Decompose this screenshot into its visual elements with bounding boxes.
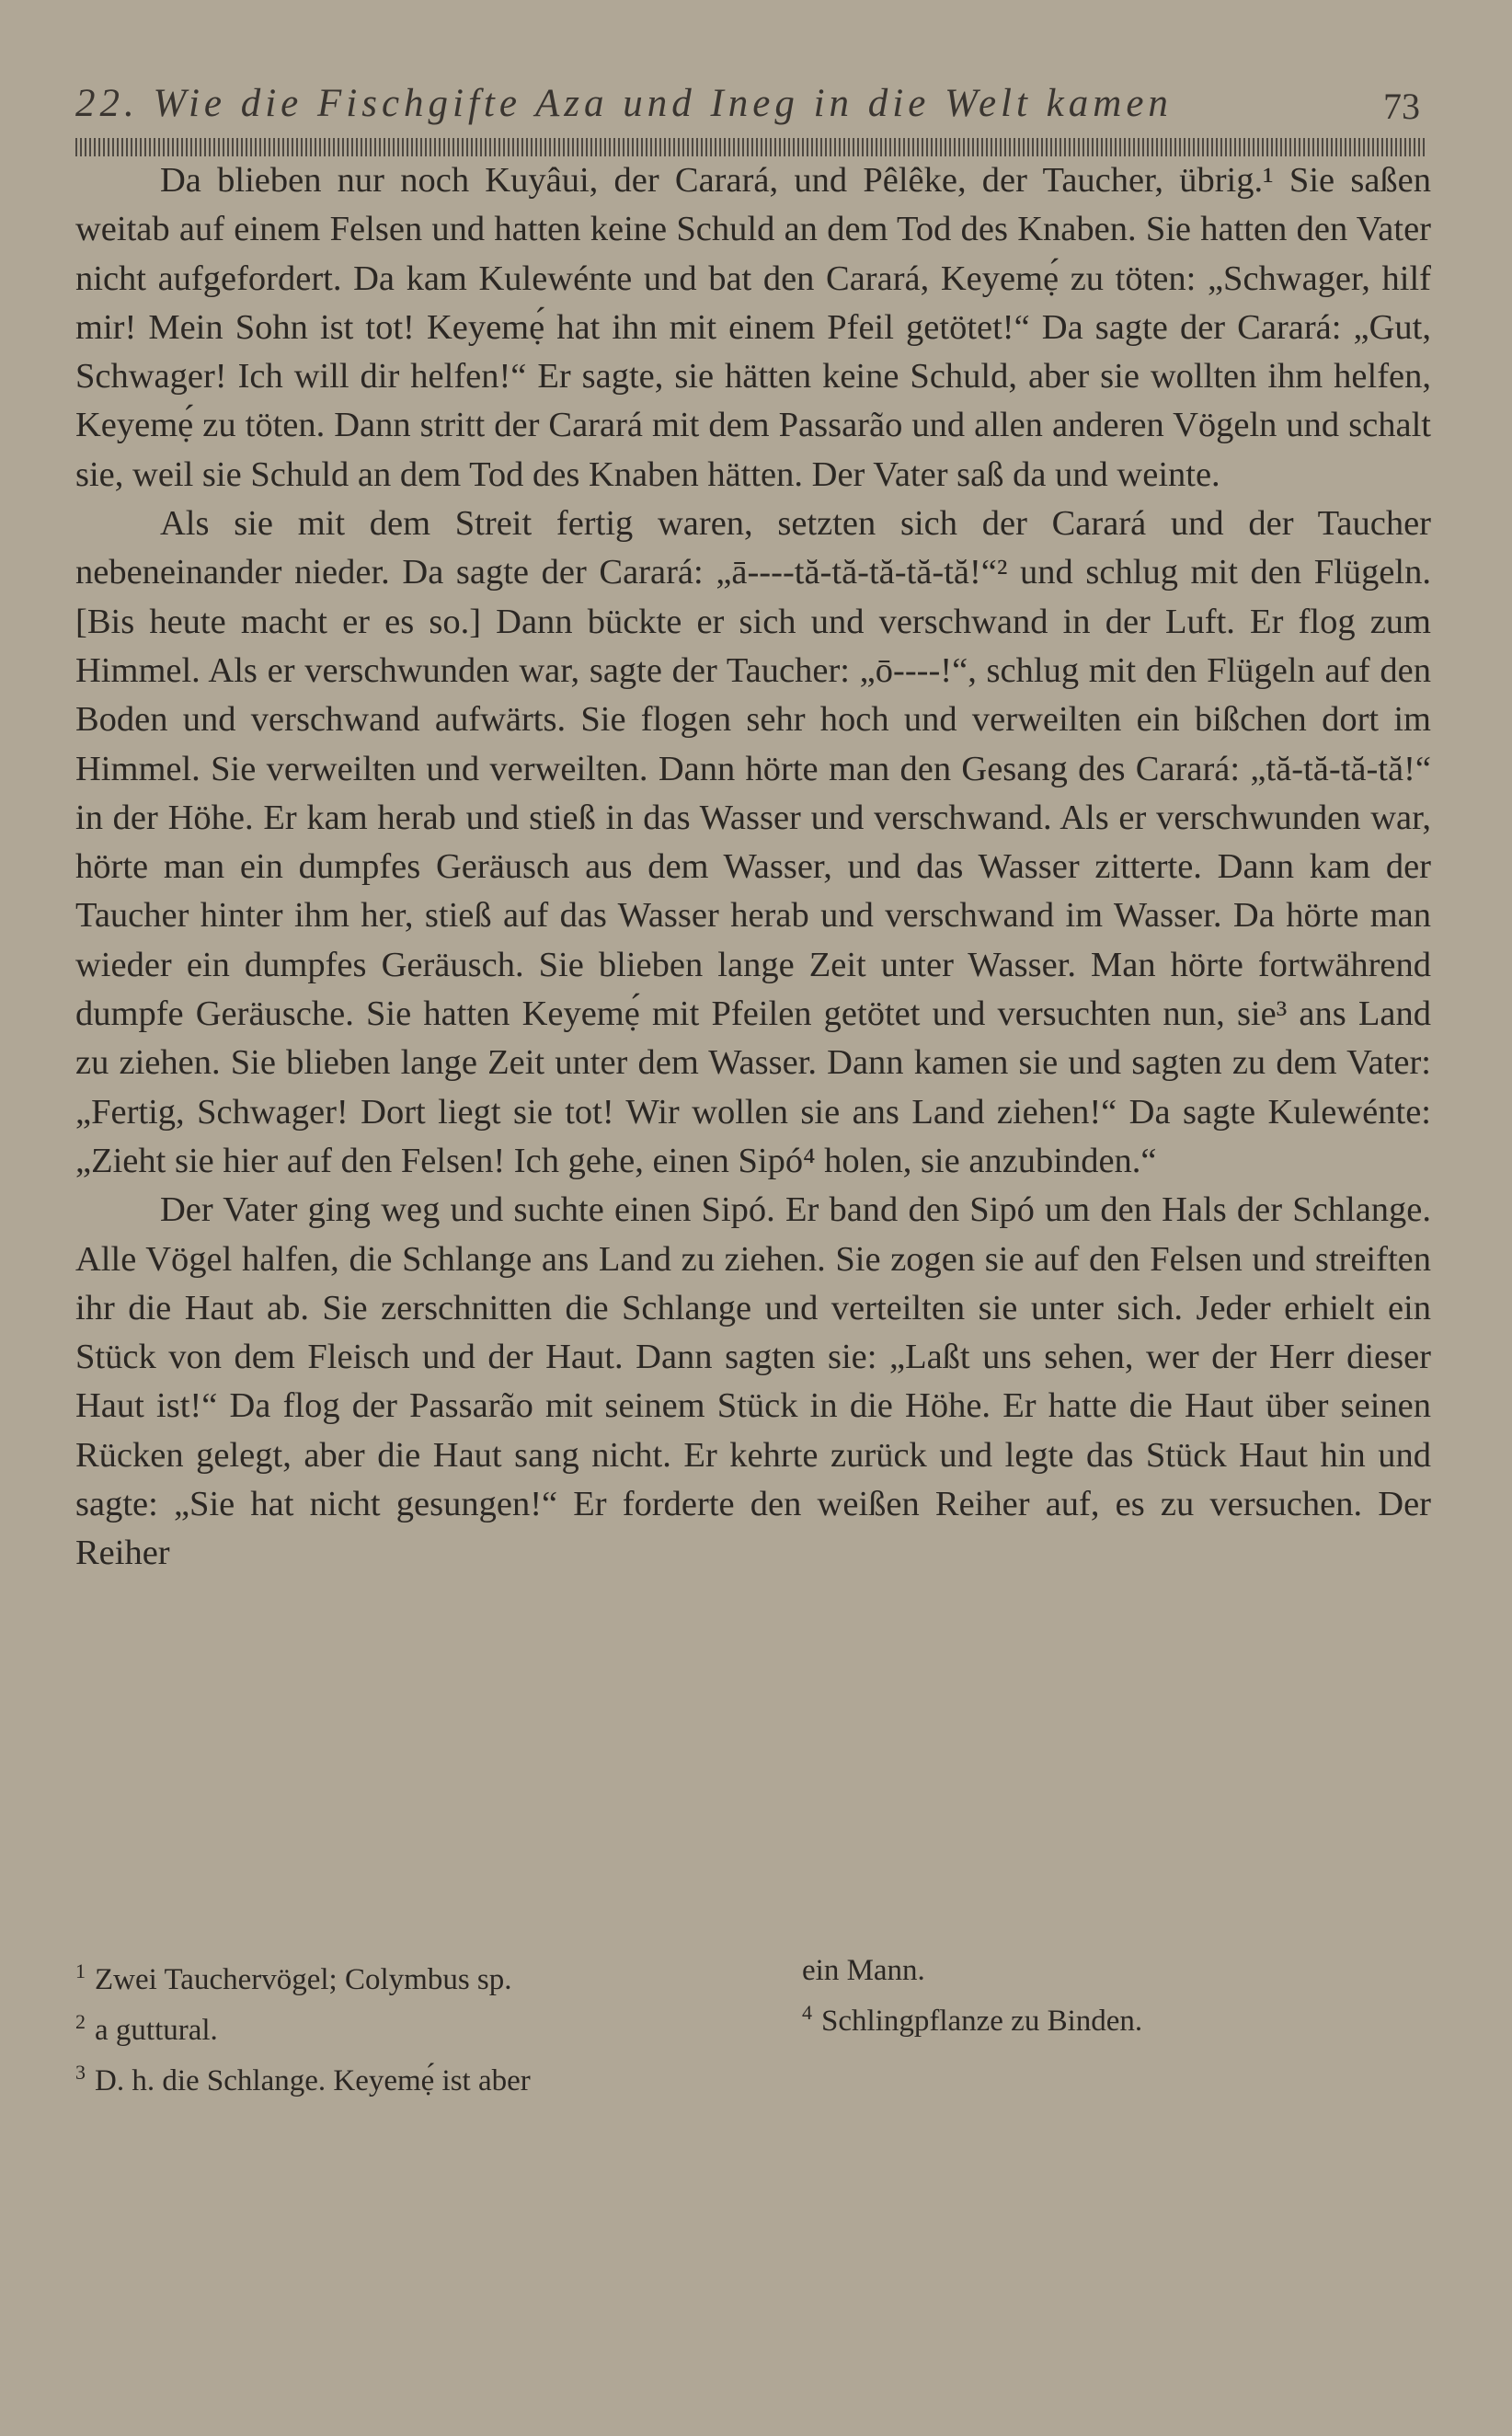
footnote-text: Zwei Tauchervögel; Colymbus sp. (95, 1963, 512, 1996)
paragraph: Da blieben nur noch Kuyâui, der Carará, und Pêlêke, der Taucher, übrig.¹ Sie saßen weitab auf einem Felsen und hatten keine Schuld an dem Tod des Knaben. Sie hatten den Vater nicht aufgefordert. Da kam Kulewénte und bat den Carará, Keyemẹ́ zu töten: „Schwager, hilf mir! Mein Sohn ist tot! Keyemẹ́ hat ihn mit einem Pfeil getötet!“ Da sagte der Carará: „Gut, Schwager! Ich will dir helfen!“ Er sagte, sie hätten keine Schuld, aber sie wollten ihm helfen, Keyemẹ́ zu töten. Dann stritt der Carará mit dem Passarão und allen anderen Vögeln und schalt sie, weil sie Schuld an dem Tod des Knaben hätten. Der Vater saß da und weinte. (75, 161, 1431, 494)
paragraph: Der Vater ging weg und suchte einen Sipó. Er band den Sipó um den Hals der Schlange. Alle Vögel halfen, die Schlange ans Land zu ziehen. Sie zogen sie auf den Felsen und streiften ihr die Haut ab. Sie zerschnitten die Schlange und verteilten sie unter sich. Jeder erhielt ein Stück von dem Fleisch und der Haut. Dann sagten sie: „Laßt uns sehen, wer der Herr dieser Haut ist!“ Da flog der Passarão mit seinem Stück in die Höhe. Er hatte die Haut über seinen Rücken gelegt, aber die Haut sang nicht. Er kehrte zurück und legte das Stück Haut hin und sagte: „Sie hat nicht gesungen!“ Er forderte den weißen Reiher auf, es zu versuchen. Der Reiher (75, 1190, 1431, 1573)
footnote-column-right (802, 1950, 1372, 2042)
paragraph: Als sie mit dem Streit fertig waren, setzten sich der Carará und der Taucher nebeneinander nieder. Da sagte der Carará: „ā----tă-tă-tă-tă-tă!“² und schlug mit den Flügeln. [Bis heute macht er es so.] Dann bückte er sich und verschwand in der Luft. Er flog zum Himmel. Als er verschwunden war, sagte der Taucher: „ō----!“, schlug mit den Flügeln auf den Boden und verschwand aufwärts. Sie flogen sehr hoch und verweilten ein bißchen dort im Himmel. Sie verweilten und verweilten. Dann hörte man den Gesang des Carará: „tă-tă-tă-tă!“ in der Höhe. Er kam herab und stieß in das Wasser und verschwand. Als er verschwunden war, hörte man ein dumpfes Geräusch aus dem Wasser, und das Wasser zitterte. Dann kam der Taucher hinter ihm her, stieß auf das Wasser herab und verschwand im Wasser. Da hörte man wieder ein dumpfes Geräusch. Sie blieben lange Zeit unter Wasser. Man hörte fortwährend dumpfe Geräusche. Sie hatten Keyemẹ́ mit Pfeilen getötet und versuchten nun, sie³ ans Land zu ziehen. Sie blieben lange Zeit unter dem Wasser. Dann kamen sie und sagten zu dem Vater: „Fertig, Schwager! Dort liegt sie tot! Wir wollen sie ans Land ziehen!“ Da sagte Kulewénte: „Zieht sie hier auf den Felsen! Ich gehe, einen Sipó⁴ holen, sie anzubinden.“ (75, 504, 1431, 1180)
footnote-3-continued (802, 1950, 1372, 1992)
page-number: 73 (1383, 86, 1420, 127)
footnote-text: D. h. die Schlange. Keyemẹ́ ist aber (95, 2064, 531, 2097)
header-rule (75, 138, 1426, 156)
footnote-mark: 3 (75, 2061, 86, 2084)
running-head (75, 81, 1433, 136)
footnote-1 (75, 1950, 774, 2001)
footnote-column-left (75, 1950, 774, 2102)
footnote-text: Schlingpflanze zu Binden. (821, 2005, 1143, 2038)
footnote-mark: 1 (75, 1959, 86, 1982)
footnote-mark: 2 (75, 2010, 86, 2033)
footnote-text: ein Mann. (802, 1954, 925, 1987)
footnote-3 (75, 2051, 774, 2102)
footnote-mark: 4 (802, 2001, 812, 2024)
body-text (75, 156, 1431, 1579)
chapter-title: 22. Wie die Fischgifte Aza und Ineg in die Welt kamen (75, 82, 1173, 125)
footnote-text: a guttural. (95, 2014, 218, 2047)
footnote-4 (802, 1992, 1372, 2042)
footnote-2 (75, 2001, 774, 2051)
